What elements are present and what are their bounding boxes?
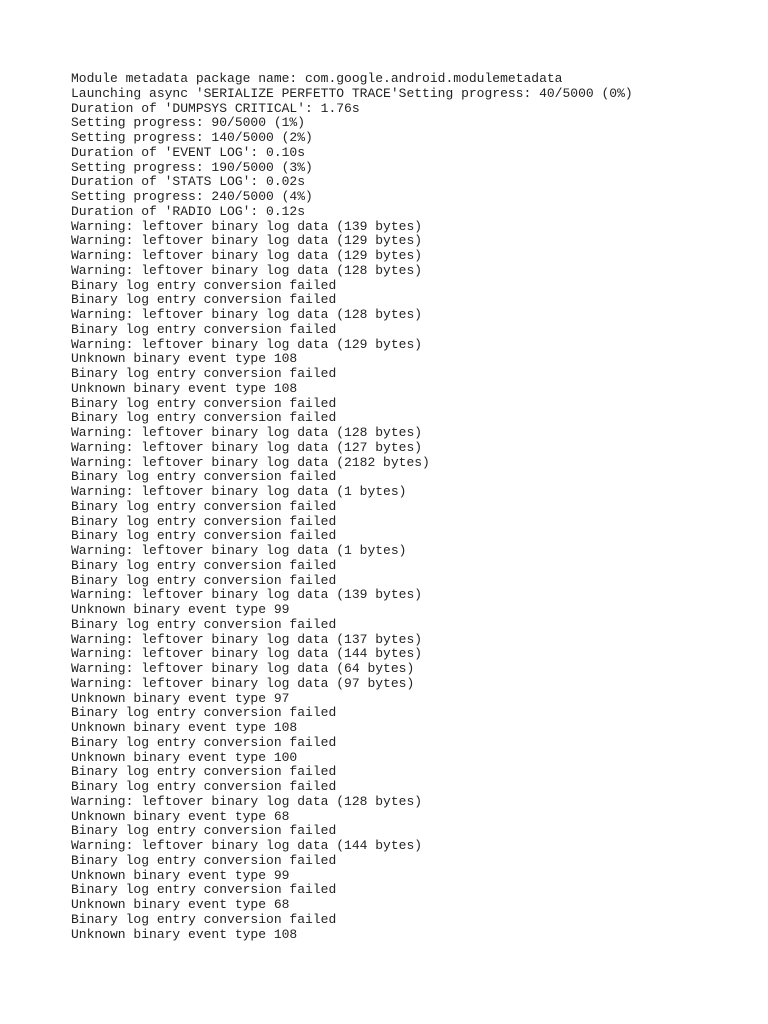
log-line: Binary log entry conversion failed [71,410,337,426]
log-line: Unknown binary event type 68 [71,897,290,912]
log-line: Warning: leftover binary log data (97 bytes) [71,675,415,691]
log-line: Binary log entry conversion failed [71,764,337,780]
log-line: Unknown binary event type 108 [71,380,298,396]
log-line: Duration of 'RADIO LOG': 0.12s [71,203,306,219]
log-line: Duration of 'DUMPSYS CRITICAL': 1.76s [71,100,360,116]
log-line: Binary log entry conversion failed [71,705,337,721]
log-line: Unknown binary event type 97 [71,690,290,706]
log-line: Binary log entry conversion failed [71,852,337,868]
log-line: Warning: leftover binary log data (144 bytes) [71,646,423,662]
log-line: Warning: leftover binary log data (129 bytes) [71,248,423,263]
log-line: Module metadata package name: com.google.android.modulemetadata [71,71,563,86]
log-line: Binary log entry conversion failed [71,882,337,898]
log-line: Binary log entry conversion failed [71,911,337,927]
log-line: Binary log entry conversion failed [71,395,337,411]
log-line: Unknown binary event type 108 [71,720,298,735]
log-line: Binary log entry conversion failed [71,572,337,588]
log-line: Binary log entry conversion failed [71,513,337,529]
log-line: Binary log entry conversion failed [71,277,337,293]
log-line: Warning: leftover binary log data (64 bytes) [71,661,415,676]
log-line: Warning: leftover binary log data (128 bytes) [71,793,423,809]
log-line: Duration of 'EVENT LOG': 0.10s [71,144,306,160]
log-line: Binary log entry conversion failed [71,557,337,573]
log-line: Warning: leftover binary log data (139 bytes) [71,587,423,603]
log-line: Warning: leftover binary log data (128 bytes) [71,307,423,322]
log-line: Setting progress: 190/5000 (3%) [71,159,313,175]
log-line: Unknown binary event type 108 [71,926,298,942]
log-line: Warning: leftover binary log data (129 bytes) [71,336,423,352]
log-line: Unknown binary event type 99 [71,867,290,883]
log-line: Unknown binary event type 100 [71,749,298,765]
log-line: Duration of 'STATS LOG': 0.02s [71,174,306,190]
log-line: Setting progress: 240/5000 (4%) [71,189,313,204]
log-line: Binary log entry conversion failed [71,823,337,839]
log-line: Warning: leftover binary log data (2182 bytes) [71,454,430,470]
log-line: Warning: leftover binary log data (139 bytes) [71,218,423,234]
log-line: Binary log entry conversion failed [71,528,337,544]
log-line: Binary log entry conversion failed [71,498,337,514]
log-line: Binary log entry conversion failed [71,469,337,485]
log-line: Setting progress: 90/5000 (1%) [71,115,306,131]
log-line: Binary log entry conversion failed [71,616,337,632]
log-line: Warning: leftover binary log data (128 bytes) [71,425,423,440]
log-line: Binary log entry conversion failed [71,779,337,794]
log-line: Binary log entry conversion failed [71,734,337,750]
log-line: Launching async 'SERIALIZE PERFETTO TRACE'Setting progress: 40/5000 (0%) [71,85,633,101]
log-line: Unknown binary event type 68 [71,808,290,824]
log-line: Warning: leftover binary log data (144 bytes) [71,838,423,853]
log-line: Warning: leftover binary log data (129 bytes) [71,233,423,249]
log-line: Warning: leftover binary log data (128 bytes) [71,262,423,278]
log-line: Warning: leftover binary log data (1 bytes) [71,484,407,499]
log-line: Setting progress: 140/5000 (2%) [71,130,313,145]
log-line: Unknown binary event type 99 [71,602,290,617]
log-line: Warning: leftover binary log data (1 bytes) [71,543,407,558]
log-line: Binary log entry conversion failed [71,321,337,337]
log-line: Warning: leftover binary log data (137 bytes) [71,631,423,647]
log-line: Unknown binary event type 108 [71,351,298,367]
log-output [71,72,751,942]
log-line: Binary log entry conversion failed [71,292,337,308]
log-line: Binary log entry conversion failed [71,366,337,381]
log-line: Warning: leftover binary log data (127 bytes) [71,439,423,455]
